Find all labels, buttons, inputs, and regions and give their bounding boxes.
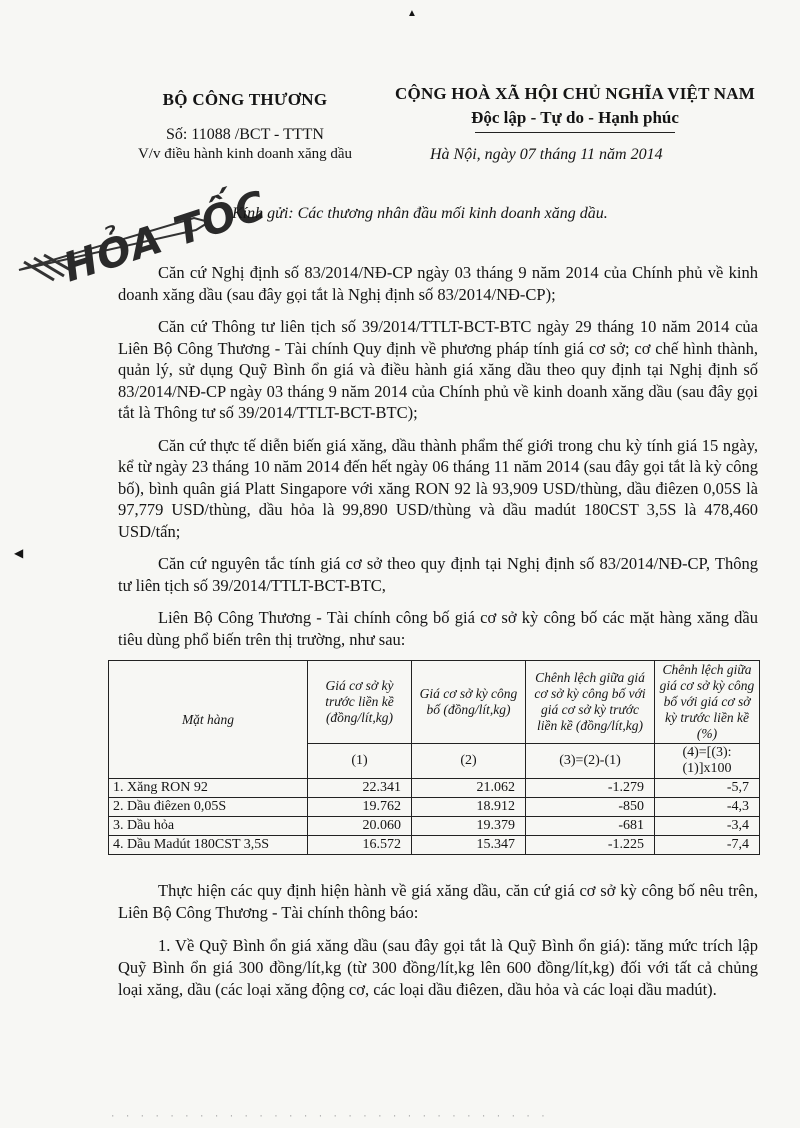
document-number: Số: 11088 /BCT - TTTN — [166, 126, 324, 143]
table-row — [109, 798, 760, 817]
issuer-block — [120, 90, 370, 163]
column-header-prev-price: Giá cơ sở kỳ trước liền kề (đồng/lít,kg) — [308, 661, 412, 744]
current-price: 15.347 — [412, 836, 526, 855]
ministry-name: BỘ CÔNG THƯƠNG — [162, 90, 328, 109]
prev-price: 19.762 — [308, 798, 412, 817]
document-subject: V/v điều hành kinh doanh xăng dầu — [137, 146, 353, 162]
column-header-diff-amount: Chênh lệch giữa giá cơ sở kỳ công bố với giá cơ sở kỳ trước liền kề (đồng/lít,kg) — [526, 661, 655, 744]
paragraph: Căn cứ Thông tư liên tịch số 39/2014/TTLT-BCT-BTC ngày 29 tháng 10 năm 2014 của Liên Bộ Công Thương - Tài chính Quy định về phương pháp tính giá cơ sở; cơ chế hình thành, quản lý, sử dụng Quỹ Bình ổn giá và điều hành giá xăng dầu theo quy định tại Nghị định số 83/2014/NĐ-CP ngày 03 tháng 9 năm 2014 của Chính phủ về kinh doanh xăng dầu (sau đây gọi tắt là Thông tư số 39/2014/TTLT-BCT-BTC); — [118, 317, 758, 422]
diff-amount: -681 — [526, 817, 655, 836]
product-name: 4. Dầu Madút 180CST 3,5S — [109, 836, 308, 855]
scan-mark-side: ◀ — [14, 546, 24, 560]
index-cell: (3)=(2)-(1) — [526, 744, 655, 779]
paragraph: Căn cứ Nghị định số 83/2014/NĐ-CP ngày 03 tháng 9 năm 2014 của Chính phủ về kinh doanh xăng dầu (sau đây gọi tắt là Nghị định số 83/2014/NĐ-CP); — [118, 263, 758, 304]
index-cell: (1) — [308, 744, 412, 779]
price-table — [108, 660, 760, 855]
dateline: Hà Nội, ngày 07 tháng 11 năm 2014 — [430, 146, 663, 163]
column-header-diff-percent: Chênh lệch giữa giá cơ sở kỳ công bố với giá cơ sở kỳ trước liền kề (%) — [655, 661, 760, 744]
diff-amount: -1.279 — [526, 779, 655, 798]
urgent-stamp: HỎA TỐC — [58, 182, 272, 292]
document-body — [118, 262, 758, 661]
index-cell: (4)=[(3):(1)]x100 — [655, 744, 760, 779]
national-header — [370, 84, 780, 133]
product-name: 2. Dầu điêzen 0,05S — [109, 798, 308, 817]
product-name: 1. Xăng RON 92 — [109, 779, 308, 798]
index-cell: (2) — [412, 744, 526, 779]
paragraph: Liên Bộ Công Thương - Tài chính công bố giá cơ sở kỳ công bố các mặt hàng xăng dầu tiêu dùng phổ biến trên thị trường, như sau: — [118, 608, 758, 649]
diff-percent: -7,4 — [655, 836, 760, 855]
column-header-item: Mặt hàng — [109, 661, 308, 779]
table-row — [109, 779, 760, 798]
prev-price: 22.341 — [308, 779, 412, 798]
table-row — [109, 836, 760, 855]
current-price: 19.379 — [412, 817, 526, 836]
diff-percent: -5,7 — [655, 779, 760, 798]
price-table-wrapper — [108, 660, 760, 855]
motto: Độc lập - Tự do - Hạnh phúc — [471, 108, 679, 127]
paragraph: Căn cứ nguyên tắc tính giá cơ sở theo quy định tại Nghị định số 83/2014/NĐ-CP, Thông tư liên tịch số 39/2014/TTLT-BCT-BTC, — [118, 554, 758, 595]
current-price: 18.912 — [412, 798, 526, 817]
motto-underline — [475, 132, 675, 133]
document-body-continued — [118, 880, 758, 1012]
prev-price: 20.060 — [308, 817, 412, 836]
paragraph: Thực hiện các quy định hiện hành về giá xăng dầu, căn cứ giá cơ sở kỳ công bố nêu trên, Liên Bộ Công Thương - Tài chính thông báo: — [118, 881, 758, 922]
product-name: 3. Dầu hỏa — [109, 817, 308, 836]
diff-percent: -3,4 — [655, 817, 760, 836]
table-header-row — [109, 661, 760, 744]
current-price: 21.062 — [412, 779, 526, 798]
paragraph: Căn cứ thực tế diễn biến giá xăng, dầu thành phẩm thế giới trong chu kỳ tính giá 15 ngày, kể từ ngày 23 tháng 10 năm 2014 đến hết ngày 06 tháng 11 năm 2014 (sau đây gọi tắt là kỳ công bố), bình quân giá Platt Singapore với xăng RON 92 là 93,909 USD/thùng, dầu điêzen 0,05S là 97,779 USD/thùng, dầu hỏa là 99,890 USD/thùng và dầu madút 180CST 3,5S là 478,460 USD/tấn; — [118, 435, 758, 541]
diff-amount: -850 — [526, 798, 655, 817]
recipient-line: Kính gửi: Các thương nhân đầu mối kinh doanh xăng dầu. — [232, 205, 608, 222]
diff-amount: -1.225 — [526, 836, 655, 855]
scan-mark: ▲ — [407, 8, 417, 19]
diff-percent: -4,3 — [655, 798, 760, 817]
scan-footer-noise: · · · · · · · · · · · · · · · · · · · · · · · · · · · · · · — [110, 1112, 548, 1122]
paragraph: 1. Về Quỹ Bình ổn giá xăng dầu (sau đây gọi tắt là Quỹ Bình ổn giá): tăng mức trích lập Quỹ Bình ổn giá 300 đồng/lít,kg (từ 300 đồng/lít,kg lên 600 đồng/lít,kg) đối với tất cả chủng loại xăng, dầu (các loại xăng động cơ, các loại dầu điêzen, dầu hỏa và các loại dầu madút). — [118, 936, 758, 999]
column-header-current-price: Giá cơ sở kỳ công bố (đồng/lít,kg) — [412, 661, 526, 744]
table-row — [109, 817, 760, 836]
prev-price: 16.572 — [308, 836, 412, 855]
republic-title: CỘNG HOÀ XÃ HỘI CHỦ NGHĨA VIỆT NAM — [395, 84, 755, 103]
